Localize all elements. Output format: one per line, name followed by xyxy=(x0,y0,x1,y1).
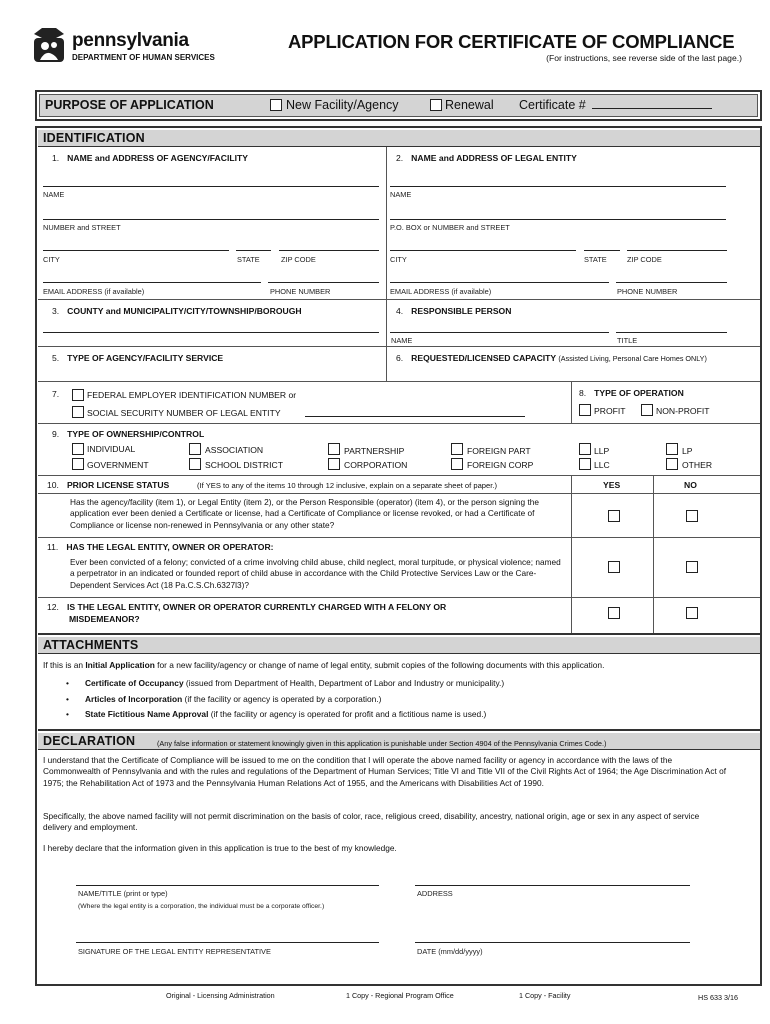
s6-title: 6. REQUESTED/LICENSED CAPACITY (Assisted Living, Personal Care Homes ONLY) xyxy=(396,353,707,363)
entity-street-label: P.O. BOX or NUMBER and STREET xyxy=(390,223,510,232)
s10-no-checkbox[interactable] xyxy=(686,510,698,522)
identification-header: IDENTIFICATION xyxy=(38,130,760,147)
agency-name-input[interactable] xyxy=(43,186,379,187)
logo-text: pennsylvania xyxy=(72,30,189,51)
declaration-note: (Any false information or statement knowingly given in this application is punishable under Section 4904 of the Pennsylvania Crimes Code.) xyxy=(157,739,607,748)
new-facility-label: New Facility/Agency xyxy=(286,98,399,112)
instructions-note: (For instructions, see reverse side of the last page.) xyxy=(546,53,742,63)
entity-zip-input[interactable] xyxy=(627,250,727,251)
entity-city-label: CITY xyxy=(390,255,407,264)
fein-ssn-input[interactable] xyxy=(305,416,525,417)
lp-label: LP xyxy=(682,446,693,456)
entity-name-label: NAME xyxy=(390,190,412,199)
s12-title: 12. IS THE LEGAL ENTITY, OWNER OR OPERATOR CURRENTLY CHARGED WITH A FELONY OR MISDEMEANOR? xyxy=(47,602,447,624)
form-number: HS 633 3/16 xyxy=(698,993,738,1002)
government-checkbox[interactable] xyxy=(72,458,84,470)
individual-label: INDIVIDUAL xyxy=(87,444,136,454)
signature-input[interactable] xyxy=(76,942,379,943)
s2-title: 2. NAME and ADDRESS OF LEGAL ENTITY xyxy=(396,153,577,163)
s10-text: Has the agency/facility (item 1), or Legal Entity (item 2), or the Person Responsible (operator) (item 4), or the person signing the application ever been denied a Certificate or license, had a Certificate of Compliance or license revoked, or had a Certificate of Compliance or license non-renewed in Pennsylvania or any other state? xyxy=(70,497,539,530)
declaration-p3: I hereby declare that the information given in this application is true to the best of my knowledge. xyxy=(43,843,397,853)
footer-original: Original - Licensing Administration xyxy=(166,991,275,1000)
new-facility-checkbox[interactable] xyxy=(270,99,282,111)
partnership-checkbox[interactable] xyxy=(328,443,340,455)
agency-zip-input[interactable] xyxy=(279,250,379,251)
responsible-name-input[interactable] xyxy=(390,332,609,333)
purpose-label: PURPOSE OF APPLICATION xyxy=(45,98,214,112)
agency-city-input[interactable] xyxy=(43,250,229,251)
corporation-checkbox[interactable] xyxy=(328,458,340,470)
signature-label: SIGNATURE OF THE LEGAL ENTITY REPRESENTATIVE xyxy=(78,947,271,956)
s10-yes-checkbox[interactable] xyxy=(608,510,620,522)
renewal-checkbox[interactable] xyxy=(430,99,442,111)
responsible-name-label: NAME xyxy=(391,336,413,345)
agency-street-input[interactable] xyxy=(43,219,379,220)
s12-no-checkbox[interactable] xyxy=(686,607,698,619)
ssn-checkbox[interactable] xyxy=(72,406,84,418)
address-input[interactable] xyxy=(415,885,690,886)
foreign-corp-checkbox[interactable] xyxy=(451,458,463,470)
attachments-intro: If this is an Initial Application for a new facility/agency or change of name of legal entity, submit copies of the following documents with this application. xyxy=(43,660,605,670)
date-label: DATE (mm/dd/yyyy) xyxy=(417,947,483,956)
s12-yes-checkbox[interactable] xyxy=(608,607,620,619)
fein-label: FEDERAL EMPLOYER IDENTIFICATION NUMBER or xyxy=(87,390,297,400)
declaration-header: DECLARATION xyxy=(38,733,760,750)
school-district-checkbox[interactable] xyxy=(189,458,201,470)
s11-yes-checkbox[interactable] xyxy=(608,561,620,573)
agency-zip-label: ZIP CODE xyxy=(281,255,316,264)
s11-no-checkbox[interactable] xyxy=(686,561,698,573)
entity-email-input[interactable] xyxy=(390,282,609,283)
foreign-part-label: FOREIGN PART xyxy=(467,446,531,456)
page-title: APPLICATION FOR CERTIFICATE OF COMPLIANCE xyxy=(288,31,735,52)
responsible-title-label: TITLE xyxy=(617,336,638,345)
name-title-note: (Where the legal entity is a corporation, the individual must be a corporate officer.) xyxy=(78,903,325,910)
agency-email-input[interactable] xyxy=(43,282,261,283)
agency-state-label: STATE xyxy=(237,255,260,264)
individual-checkbox[interactable] xyxy=(72,443,84,455)
agency-city-label: CITY xyxy=(43,255,60,264)
responsible-title-input[interactable] xyxy=(616,332,727,333)
attachment-item: • Articles of Incorporation (if the facility or agency is operated by a corporation.) xyxy=(66,694,382,704)
s4-title: 4. RESPONSIBLE PERSON xyxy=(396,306,512,316)
s11-text: Ever been convicted of a felony; convicted of a crime involving child abuse, child neglect, moral turpitude, or physical violence; named a perpetrator in an indicated or founded report of child abuse in accordance with the Child Protective Services Law or the Care-Dependent Services Act (18 Pa.C.S.Ch.6327l3)? xyxy=(70,557,561,590)
declaration-p1: I understand that the Certificate of Compliance will be issued to me on the condition that I will operate the above named facility or agency in accordance with the laws of the Commonwealth of Pennsylvania and with the rules and regulations of the Department of Human Services; Title VI and Title VII of the Civil Rights Act of 1964; the Age Discrimination Act of 1975; the Rehabilitation Act of 1973 and the Pennsylvania Human Relations Act of 1955, and the Americans with Disabilities Act of 1990. xyxy=(43,755,727,788)
ssn-label: SOCIAL SECURITY NUMBER OF LEGAL ENTITY xyxy=(87,408,281,418)
entity-phone-input[interactable] xyxy=(616,282,727,283)
entity-state-input[interactable] xyxy=(584,250,620,251)
lp-checkbox[interactable] xyxy=(666,443,678,455)
nonprofit-checkbox[interactable] xyxy=(641,404,653,416)
logo-subtitle: DEPARTMENT OF HUMAN SERVICES xyxy=(72,53,215,62)
entity-street-input[interactable] xyxy=(390,219,726,220)
entity-name-input[interactable] xyxy=(390,186,726,187)
declaration-p2: Specifically, the above named facility will not permit discrimination on the basis of color, race, religious creed, disability, ancestry, national origin, age or sex in any aspect of service delivery and employment. xyxy=(43,811,700,833)
footer-copy-facility: 1 Copy - Facility xyxy=(519,991,571,1000)
renewal-label: Renewal xyxy=(445,98,494,112)
county-input[interactable] xyxy=(43,332,379,333)
partnership-label: PARTNERSHIP xyxy=(344,446,405,456)
entity-city-input[interactable] xyxy=(390,250,576,251)
other-label: OTHER xyxy=(682,460,713,470)
name-title-label: NAME/TITLE (print or type) xyxy=(78,889,168,898)
entity-zip-label: ZIP CODE xyxy=(627,255,662,264)
agency-phone-label: PHONE NUMBER xyxy=(270,287,331,296)
agency-phone-input[interactable] xyxy=(268,282,379,283)
agency-name-label: NAME xyxy=(43,190,65,199)
entity-state-label: STATE xyxy=(584,255,607,264)
s9-title: 9. TYPE OF OWNERSHIP/CONTROL xyxy=(52,429,205,439)
agency-street-label: NUMBER and STREET xyxy=(43,223,121,232)
llp-label: LLP xyxy=(594,446,610,456)
s5-title: 5. TYPE OF AGENCY/FACILITY SERVICE xyxy=(52,353,224,363)
agency-email-label: EMAIL ADDRESS (if available) xyxy=(43,287,145,296)
llc-checkbox[interactable] xyxy=(579,458,591,470)
attachments-header: ATTACHMENTS xyxy=(38,637,760,654)
attachment-item: • State Fictitious Name Approval (if the facility or agency is operated for profit and a fictitious name is used.) xyxy=(66,709,487,719)
no-header: NO xyxy=(684,480,697,490)
school-district-label: SCHOOL DISTRICT xyxy=(205,460,283,470)
date-input[interactable] xyxy=(415,942,690,943)
s10-note: (If YES to any of the items 10 through 12 inclusive, explain on a separate sheet of paper.) xyxy=(197,481,497,490)
profit-checkbox[interactable] xyxy=(579,404,591,416)
certificate-input[interactable] xyxy=(592,108,712,109)
fein-checkbox[interactable] xyxy=(72,389,84,401)
entity-email-label: EMAIL ADDRESS (if available) xyxy=(390,287,492,296)
s7-number: 7. xyxy=(52,389,60,399)
entity-phone-label: PHONE NUMBER xyxy=(617,287,678,296)
attachment-item: • Certificate of Occupancy (issued from Department of Health, Department of Labor and Industry or municipality.) xyxy=(66,678,505,688)
footer-copy-regional: 1 Copy - Regional Program Office xyxy=(346,991,454,1000)
address-label: ADDRESS xyxy=(417,889,453,898)
llc-label: LLC xyxy=(594,460,610,470)
agency-state-input[interactable] xyxy=(236,250,271,251)
association-checkbox[interactable] xyxy=(189,443,201,455)
s8-title: 8. TYPE OF OPERATION xyxy=(579,388,684,398)
s10-title: 10. PRIOR LICENSE STATUS xyxy=(47,480,170,490)
association-label: ASSOCIATION xyxy=(205,445,264,455)
government-label: GOVERNMENT xyxy=(87,460,149,470)
foreign-corp-label: FOREIGN CORP xyxy=(467,460,534,470)
s1-title: 1. NAME and ADDRESS OF AGENCY/FACILITY xyxy=(52,153,248,163)
certificate-label: Certificate # xyxy=(519,98,586,112)
other-checkbox[interactable] xyxy=(666,458,678,470)
name-title-input[interactable] xyxy=(76,885,379,886)
s3-title: 3. COUNTY and MUNICIPALITY/CITY/TOWNSHIP/BOROUGH xyxy=(52,306,302,316)
foreign-part-checkbox[interactable] xyxy=(451,443,463,455)
yes-header: YES xyxy=(603,480,621,490)
nonprofit-label: NON-PROFIT xyxy=(656,406,710,416)
corporation-label: CORPORATION xyxy=(344,460,408,470)
logo-icon xyxy=(30,28,68,64)
profit-label: PROFIT xyxy=(594,406,626,416)
s11-title: 11. HAS THE LEGAL ENTITY, OWNER OR OPERATOR: xyxy=(47,542,274,552)
llp-checkbox[interactable] xyxy=(579,443,591,455)
